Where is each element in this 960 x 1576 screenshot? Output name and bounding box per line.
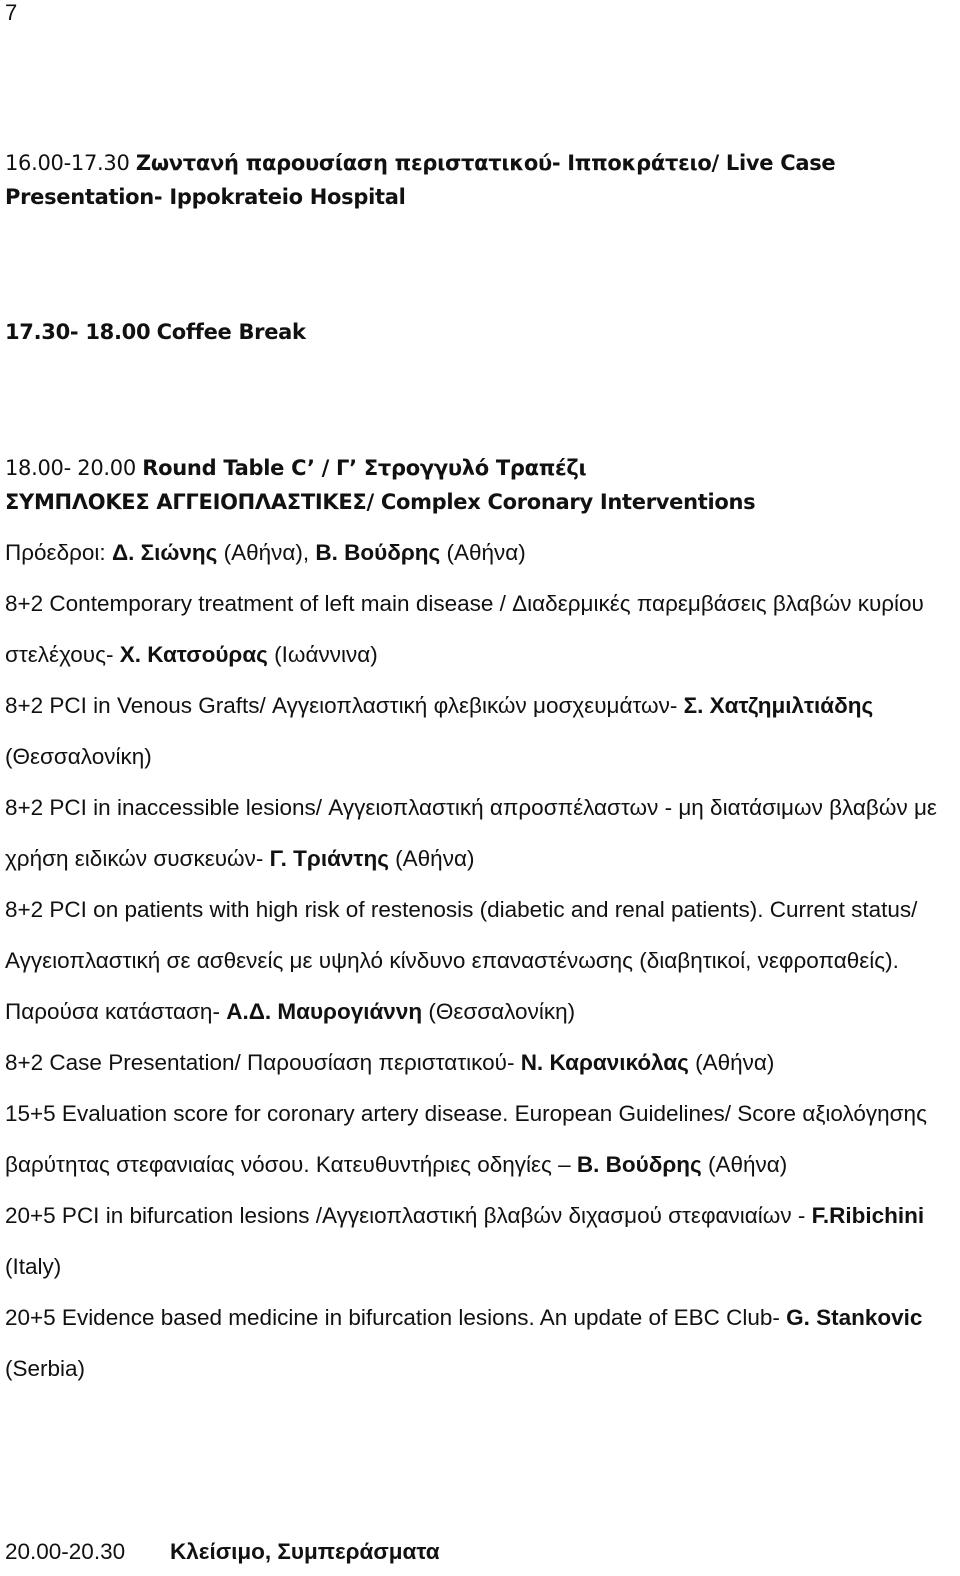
chair-city: (Αθήνα) [440,540,526,565]
speaker-name: Χ. Κατσούρας [119,642,268,667]
talk-title: 8+2 Case Presentation/ Παρουσίαση περιστατικού- [5,1050,521,1075]
chairs-line [5,527,955,578]
session-time: 17.30- 18.00 [5,320,151,344]
chairs-label: Πρόεδροι: [5,540,112,565]
chair-name: Δ. Σιώνης [111,540,218,565]
talk-item [5,578,955,680]
talk-title: 20+5 Evidence based medicine in bifurcation lesions. An update of EBC Club- [5,1305,787,1330]
talk-title: 20+5 PCI in bifurcation lesions /Αγγειοπλαστική βλαβών διχασμού στεφανιαίων - [5,1203,812,1228]
page-number: 7 [5,0,18,25]
speaker-city: (Αθήνα) [688,1050,775,1075]
session-title: Coffee Break [156,320,306,344]
round-table-session [5,451,955,519]
chair-name: Β. Βούδρης [315,540,441,565]
session-subtitle: ΣΥΜΠΛΟΚΕΣ ΑΓΓΕΙΟΠΛΑΣΤΙΚΕΣ/ Complex Coronary Interventions [5,490,756,514]
session-title: Κλείσιμο, Συμπεράσματα [170,1539,440,1564]
talk-item [5,1292,955,1394]
talk-title: 8+2 PCI on patients with high risk of restenosis (diabetic and renal patients). Current status/ Αγγειοπλαστική σε ασθενείς με υψηλό κίνδυνο επαναστένωσης (διαβητικοί, νεφροπαθείς). Παρούσα κατάσταση- [5,897,918,1024]
talk-item [5,1088,955,1190]
speaker-name: F.Ribichini [811,1203,925,1228]
session-program [5,527,955,1394]
talk-item [5,884,955,1037]
talk-item [5,680,955,782]
speaker-name: Α.Δ. Μαυρογιάννη [226,999,423,1024]
session-title-cont: Presentation- Ippokrateio Hospital [5,185,406,209]
session-time: 20.00-20.30 [5,1539,126,1564]
live-case-session [5,146,955,214]
speaker-name: G. Stankovic [786,1305,923,1330]
coffee-break-session [5,315,955,349]
session-time: 18.00- 20.00 [5,456,136,480]
session-time: 16.00-17.30 [5,151,130,175]
session-title: Round Table C’ / Γ’ Στρογγυλό Τραπέζι [142,456,587,480]
speaker-city: (Θεσσαλονίκη) [5,744,152,769]
speaker-city: (Ιωάννινα) [267,642,378,667]
chair-city: (Αθήνα), [217,540,316,565]
speaker-name: Γ. Τριάντης [269,846,389,871]
talk-item [5,782,955,884]
talk-title: 8+2 Contemporary treatment of left main disease / Διαδερμικές παρεμβάσεις βλαβών κυρίου στελέχους- [5,591,924,667]
talk-item [5,1037,955,1088]
speaker-city: (Italy) [5,1254,62,1279]
speaker-name: Β. Βούδρης [576,1152,702,1177]
talk-title: 15+5 Evaluation score for coronary artery disease. European Guidelines/ Score αξιολόγησης βαρύτητας στεφανιαίας νόσου. Κατευθυντήριες οδηγίες – [5,1101,927,1177]
speaker-city: (Θεσσαλονίκη) [422,999,576,1024]
speaker-city: (Serbia) [5,1356,86,1381]
closing-session [5,1537,440,1567]
talk-title: 8+2 PCI in inaccessible lesions/ Αγγειοπλαστική απροσπέλαστων - μη διατάσιμων βλαβών με χρήση ειδικών συσκευών- [5,795,937,871]
speaker-name: Σ. Χατζημιλτιάδης [683,693,874,718]
talk-title: 8+2 PCI in Venous Grafts/ Αγγειοπλαστική φλεβικών μοσχευμάτων- [5,693,684,718]
talk-item [5,1190,955,1292]
speaker-name: Ν. Καρανικόλας [520,1050,689,1075]
speaker-city: (Αθήνα) [388,846,475,871]
speaker-city: (Αθήνα) [701,1152,788,1177]
session-title: Ζωντανή παρουσίαση περιστατικού- Ιπποκράτειο/ Live Case [135,151,836,175]
